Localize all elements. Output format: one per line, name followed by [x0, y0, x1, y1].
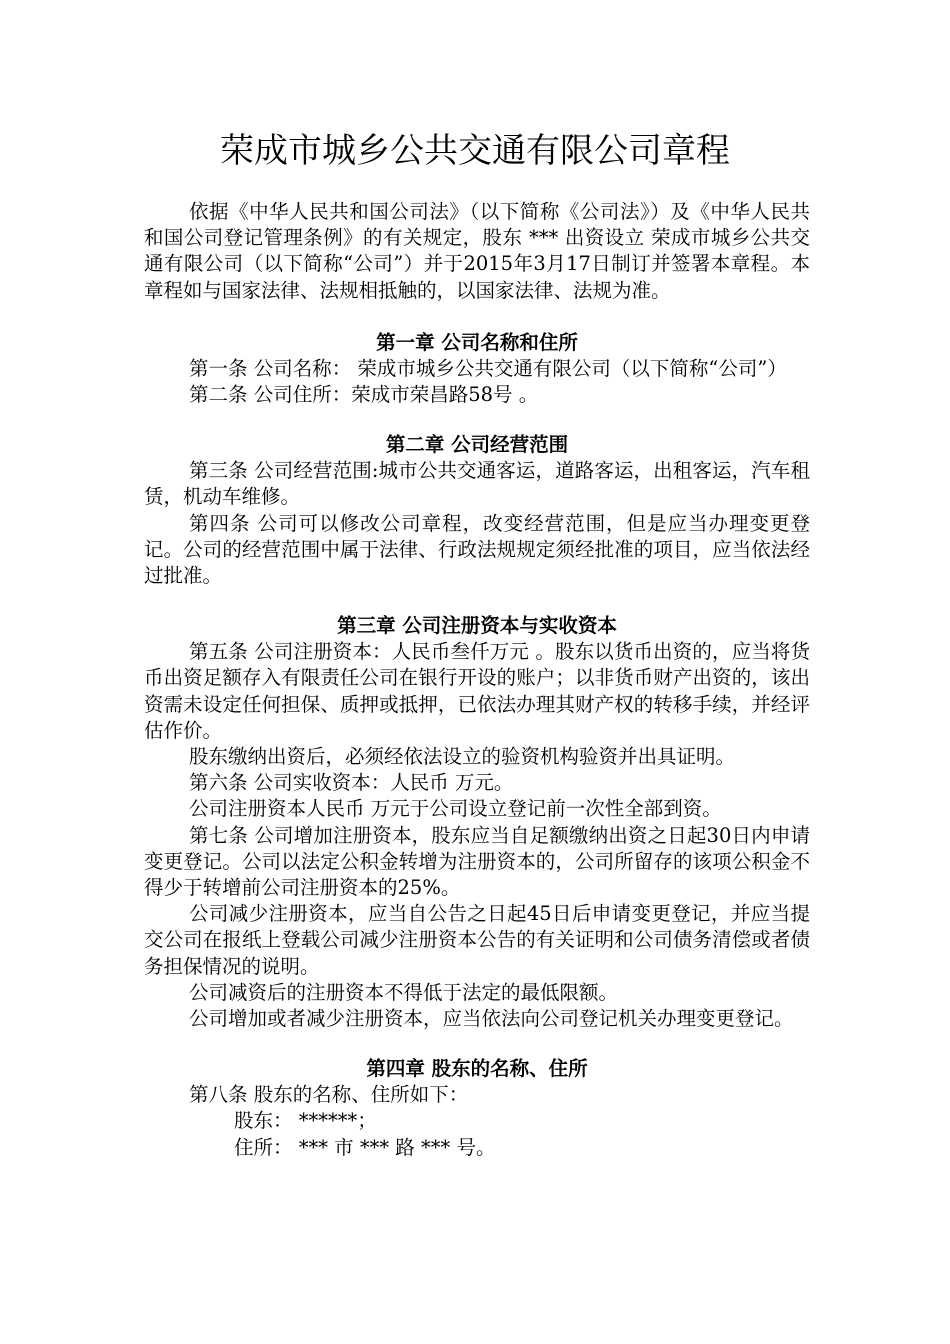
- capital-change-registration-paragraph: 公司增加或者减少注册资本，应当依法向公司登记机关办理变更登记。: [189, 1007, 794, 1031]
- registered-capital-paragraph: 公司注册资本人民币 万元于公司设立登记前一次性全部到资。: [189, 797, 722, 821]
- shareholder-address: 住所： *** 市 *** 路 *** 号。: [234, 1135, 496, 1159]
- article-6: 第六条 公司实收资本：人民币 万元。: [189, 771, 514, 795]
- spacer: [144, 589, 810, 613]
- article-7: 第七条 公司增加注册资本，股东应当自足额缴纳出资之日起30日内申请变更登记。公司以法定公积金转增为注册资本的，公司所留存的该项公积金不得少于转增前公司注册资本的25%。: [144, 823, 810, 900]
- capital-verification-paragraph: 股东缴纳出资后，必须经依法设立的验资机构验资并出具证明。: [189, 745, 736, 769]
- article-8: 第八条 股东的名称、住所如下：: [189, 1083, 469, 1107]
- chapter-2-heading: 第二章 公司经营范围: [385, 433, 569, 457]
- capital-reduction-paragraph: 公司减少注册资本，应当自公告之日起45日后申请变更登记，并应当提交公司在报纸上登载公司减少注册资本公告的有关证明和公司债务清偿或者债务担保情况的说明。: [144, 902, 810, 978]
- preamble-paragraph: 依据《中华人民共和国公司法》（以下简称《公司法》）及《中华人民共和国公司登记管理条例》的有关规定，股东 *** 出资设立 荣成市城乡公共交通有限公司（以下简称“公司”）并于2015年3月17日制订并签署本章程。本章程如与国家法律、法规相抵触的，以国家法律、法规为准。: [144, 200, 810, 302]
- document-title: 荣成市城乡公共交通有限公司章程: [220, 131, 730, 171]
- shareholder-name: 股东： ******；: [234, 1109, 377, 1133]
- minimum-capital-paragraph: 公司减资后的注册资本不得低于法定的最低限额。: [189, 980, 619, 1004]
- document-body: [144, 199, 810, 1161]
- chapter-4-heading: 第四章 股东的名称、住所: [366, 1057, 588, 1081]
- article-2: 第二条 公司住所：荣成市荣昌路58号 。: [189, 383, 539, 407]
- spacer: [144, 1032, 810, 1056]
- article-3: 第三条 公司经营范围:城市公共交通客运，道路客运，出租客运，汽车租赁，机动车维修。: [144, 459, 810, 509]
- spacer: [144, 304, 810, 330]
- article-1: 第一条 公司名称： 荣成市城乡公共交通有限公司（以下简称“公司”）: [189, 356, 787, 380]
- chapter-3-heading: 第三章 公司注册资本与实收资本: [337, 614, 617, 638]
- chapter-1-heading: 第一章 公司名称和住所: [376, 330, 578, 354]
- article-4: 第四条 公司可以修改公司章程，改变经营范围，但是应当办理变更登记。公司的经营范围中属于法律、行政法规规定须经批准的项目，应当依法经过批准。: [144, 511, 810, 588]
- article-5: 第五条 公司注册资本：人民币叁仟万元 。股东以货币出资的，应当将货币出资足额存入有限责任公司在银行开设的账户；以非货币财产出资的，该出资需未设定任何担保、质押或抵押，已依法办理其财产权的转移手续，并经评估作价。: [144, 640, 810, 742]
- spacer: [144, 408, 810, 432]
